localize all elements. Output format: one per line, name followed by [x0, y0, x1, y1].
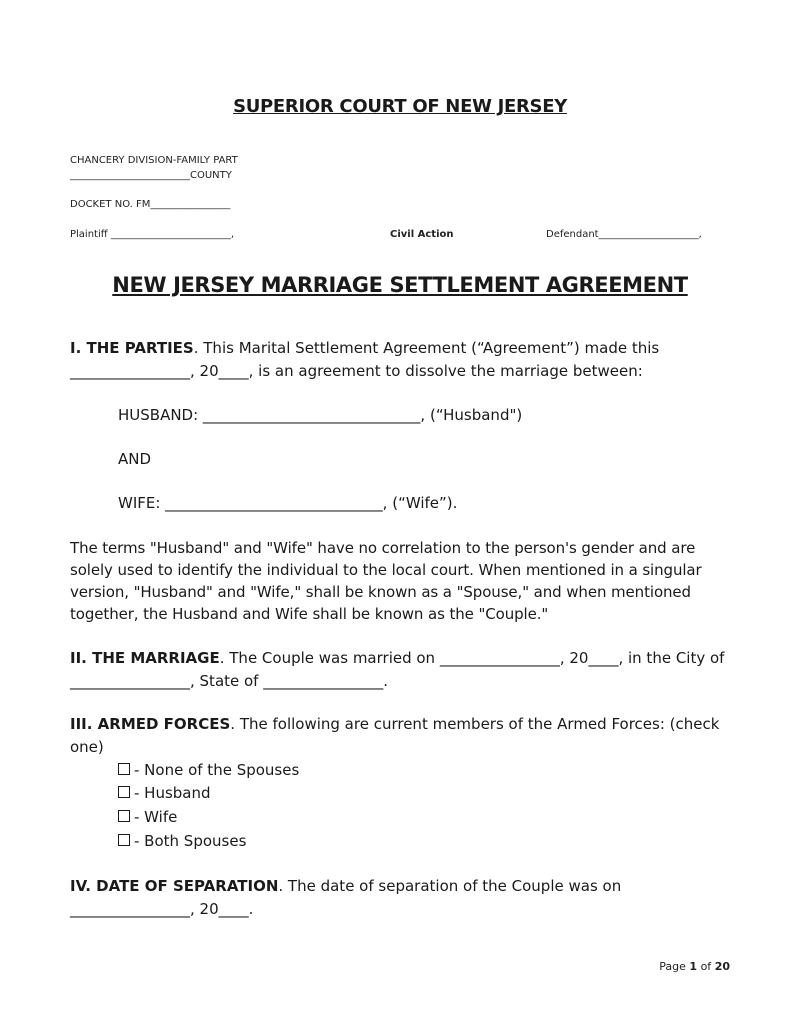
parties-text-1: . This Marital Settlement Agreement (“Agreement”) made this — [193, 339, 660, 357]
husband-line: HUSBAND: _____________________________, (“Husband") — [118, 406, 523, 424]
marriage-heading: II. THE MARRIAGE — [70, 649, 220, 667]
option-husband — [118, 784, 211, 802]
separation-paragraph-line-1 — [70, 877, 621, 895]
marriage-text-1: . The Couple was married on ________________, 20____, in the City of — [219, 649, 725, 667]
page-current: 1 — [689, 960, 698, 973]
plaintiff-line: Plaintiff ________________________, — [70, 229, 234, 240]
armed-forces-heading: III. ARMED FORCES — [70, 715, 231, 733]
checkbox-icon[interactable] — [118, 763, 130, 775]
option-wife — [118, 808, 177, 826]
page-total: 20 — [714, 960, 730, 973]
option-label: - Both Spouses — [134, 832, 247, 850]
wife-line: WIFE: _____________________________, (“Wife”). — [118, 494, 458, 512]
and-line: AND — [118, 450, 152, 468]
docket-line: DOCKET NO. FM________________ — [70, 199, 231, 210]
option-label: - None of the Spouses — [134, 761, 300, 779]
option-none — [118, 761, 299, 779]
page-prefix: Page — [659, 960, 690, 973]
division-line: CHANCERY DIVISION-FAMILY PART — [70, 155, 238, 166]
civil-action-label: Civil Action — [390, 229, 454, 240]
option-both — [118, 832, 246, 850]
option-label: - Husband — [134, 784, 211, 802]
county-line: ________________________COUNTY — [70, 170, 232, 181]
armed-forces-paragraph-line-1 — [70, 715, 719, 733]
separation-heading: IV. DATE OF SEPARATION — [70, 877, 279, 895]
document-title: NEW JERSEY MARRIAGE SETTLEMENT AGREEMENT — [112, 273, 688, 297]
parties-paragraph-line-1 — [70, 339, 659, 357]
parties-text-2: ________________, 20____, is an agreement to dissolve the marriage between: — [70, 362, 643, 380]
parties-heading: I. THE PARTIES — [70, 339, 194, 357]
page-of: of — [697, 960, 715, 973]
terms-paragraph: The terms "Husband" and "Wife" have no correlation to the person's gender and are solely used to identify the individual to the local court. When mentioned in a singular version, "Husband" and "Wife," shall be known as a "Spouse," and when mentioned together, the Husband and Wife shall be known as the "Couple." — [70, 539, 702, 623]
separation-text-1: . The date of separation of the Couple was on — [278, 877, 622, 895]
page-number — [659, 960, 730, 973]
checkbox-icon[interactable] — [118, 786, 130, 798]
armed-forces-text-1: . The following are current members of the Armed Forces: (check — [230, 715, 720, 733]
defendant-line: Defendant____________________, — [546, 229, 702, 240]
court-title: SUPERIOR COURT OF NEW JERSEY — [233, 96, 567, 117]
armed-forces-text-2: one) — [70, 738, 104, 756]
checkbox-icon[interactable] — [118, 810, 130, 822]
option-label: - Wife — [134, 808, 178, 826]
checkbox-icon[interactable] — [118, 834, 130, 846]
marriage-paragraph-line-1 — [70, 649, 724, 667]
separation-text-2: ________________, 20____. — [70, 900, 254, 918]
marriage-text-2: ________________, State of ________________. — [70, 672, 389, 690]
